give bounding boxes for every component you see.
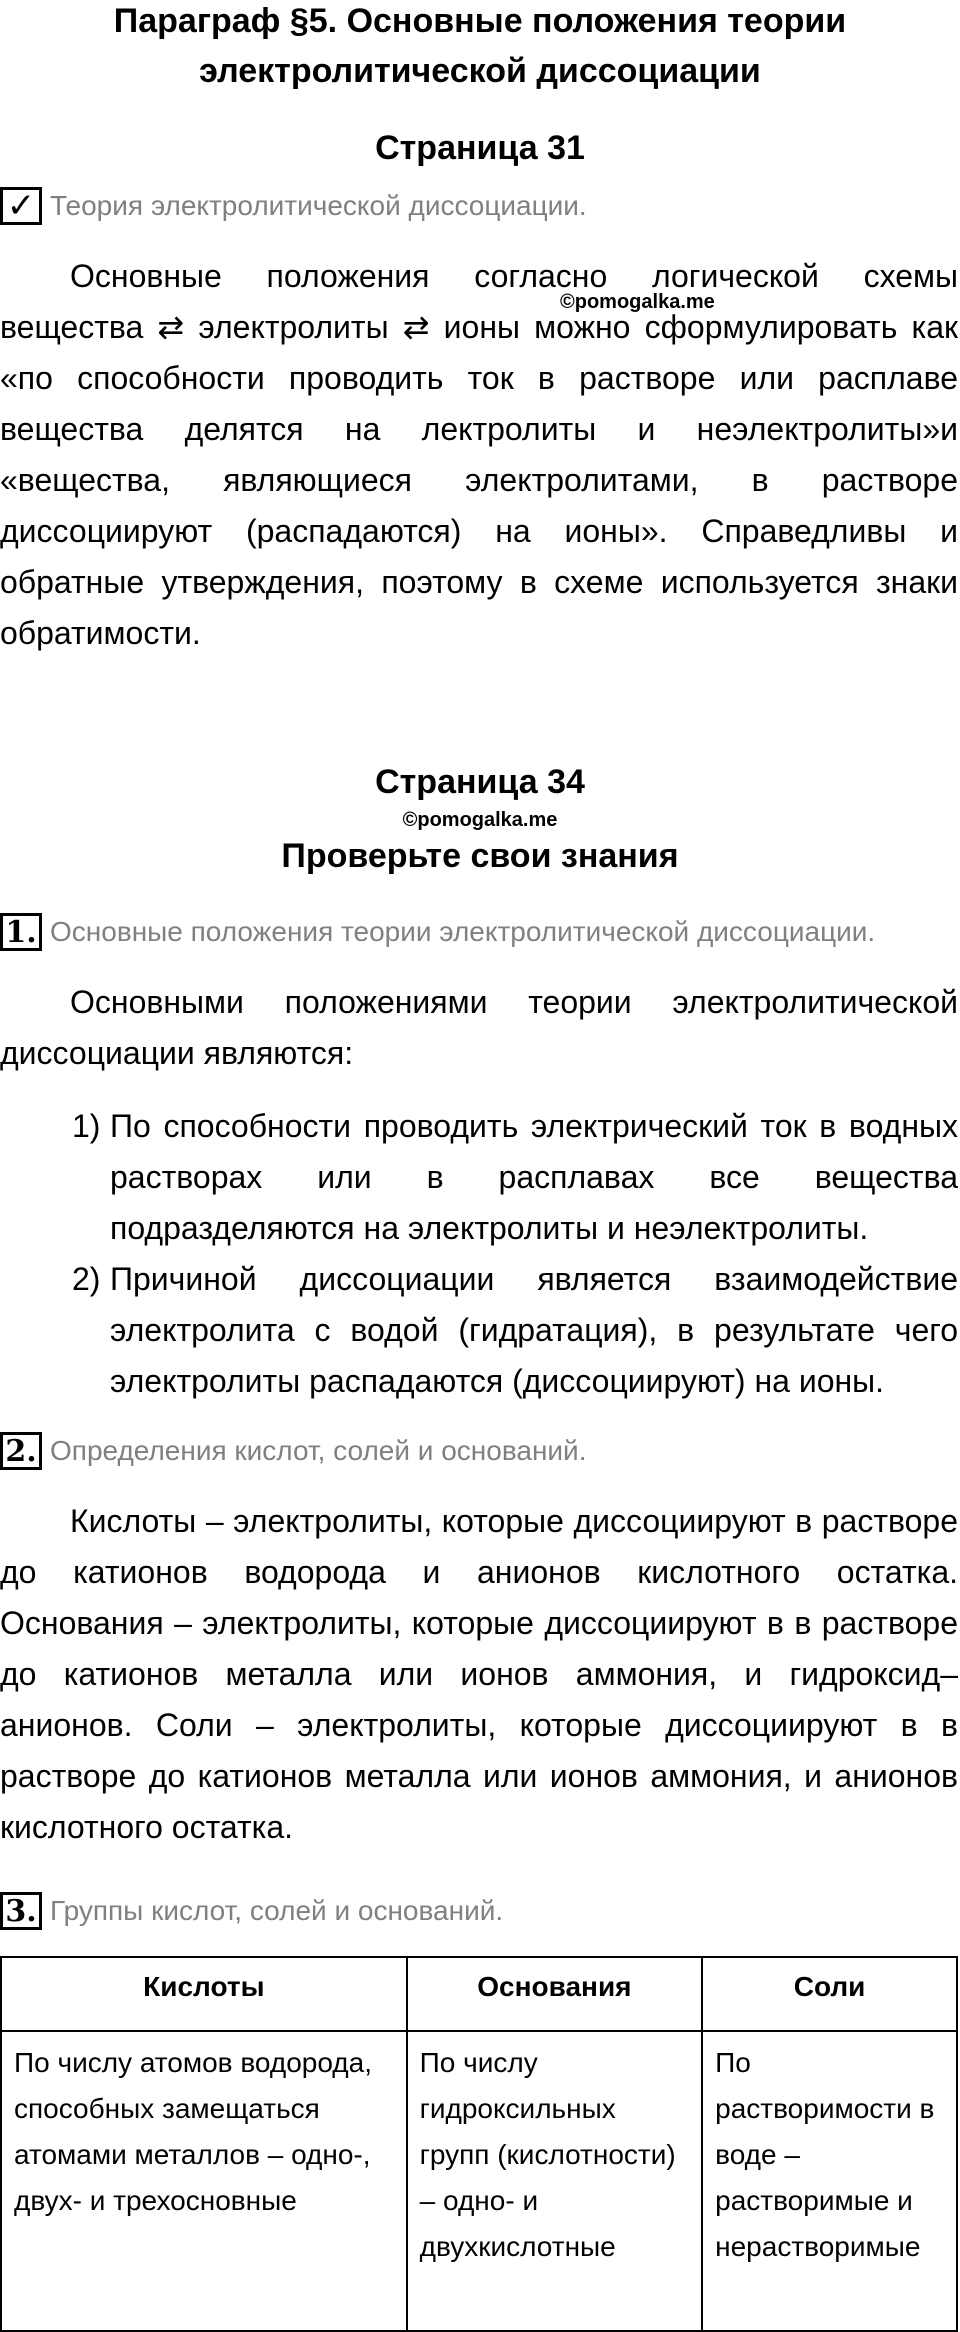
checkmark-icon: ✓: [0, 187, 42, 225]
section1-text: [0, 251, 958, 659]
section1-text-content: Основные положения согласно логической схемы вещества ⇄ электролиты ⇄ ионы можно сформулировать как «по способности проводить ток в растворе или расплаве вещества делятся на лектролиты и неэлектролиты»и «вещества, являющиеся электролитами, в растворе диссоциируют (распадаются) на ионы». Справедливы и обратные утверждения, поэтому в схеме используется знаки обратимости.: [0, 258, 958, 651]
task3-header: [0, 1889, 503, 1933]
task1-list: [0, 1101, 958, 1407]
page-31-heading: Страница 31: [375, 129, 585, 167]
table-cell-acids: По числу атомов водорода, способных замещаться атомами металлов – одно-, двух- и трехосновные: [1, 2031, 407, 2331]
watermark-top: ©pomogalka.me: [560, 291, 715, 313]
task2-text: [0, 1496, 958, 1853]
column-header-salts: Соли: [702, 1957, 957, 2031]
section1-header: [0, 184, 587, 228]
list-item: [0, 1101, 958, 1254]
task1-header: [0, 910, 875, 954]
watermark-middle: ©pomogalka.me: [402, 809, 558, 831]
table-cell-salts: По растворимости в воде – растворимые и нерастворимые: [702, 2031, 957, 2331]
task1-intro: [0, 977, 958, 1079]
task1-caption: Основные положения теории электролитической диссоциации.: [50, 916, 876, 947]
table-header-row: [1, 1957, 957, 2031]
paragraph-title-line1: Параграф §5. Основные положения теории: [113, 2, 847, 40]
paragraph-title-line2: электролитической диссоциации: [199, 52, 761, 90]
task2-header: [0, 1429, 586, 1473]
groups-table: [0, 1956, 958, 2332]
task3-number-box: 3.: [0, 1892, 42, 1930]
list-item-text: По способности проводить электрический ток в водных растворах или в расплавах все вещества подразделяются на электролиты и неэлектролиты.: [110, 1108, 958, 1246]
table-row: [1, 2031, 957, 2331]
list-item-text: Причиной диссоциации является взаимодействие электролита с водой (гидратация), в результате чего электролиты распадаются (диссоциируют) на ионы.: [110, 1261, 958, 1399]
list-item-number: 1): [72, 1108, 101, 1144]
column-header-acids: Кислоты: [1, 1957, 407, 2031]
task1-intro-text: Основными положениями теории электролитической диссоциации являются:: [0, 984, 958, 1071]
check-knowledge-heading: Проверьте свои знания: [281, 837, 679, 875]
task2-number-box: 2.: [0, 1432, 42, 1470]
task3-caption: Группы кислот, солей и оснований.: [50, 1895, 504, 1926]
page-34-heading: Страница 34: [375, 763, 585, 801]
task2-caption: Определения кислот, солей и оснований.: [50, 1435, 587, 1466]
table-cell-bases: По числу гидроксильных групп (кислотности) – одно- и двухкислотные: [407, 2031, 702, 2331]
section1-caption: Теория электролитической диссоциации.: [50, 190, 587, 221]
list-item-number: 2): [72, 1261, 101, 1297]
task2-text-content: Кислоты – электролиты, которые диссоциируют в растворе до катионов водорода и анионов кислотного остатка. Основания – электролиты, которые диссоциируют в в растворе до катионов металла или ионов аммония, и гидроксид–анионов. Соли – электролиты, которые диссоциируют в в растворе до катионов металла или ионов аммония, и анионов кислотного остатка.: [0, 1503, 958, 1845]
task1-number-box: 1.: [0, 913, 42, 951]
column-header-bases: Основания: [407, 1957, 702, 2031]
list-item: [0, 1254, 958, 1407]
